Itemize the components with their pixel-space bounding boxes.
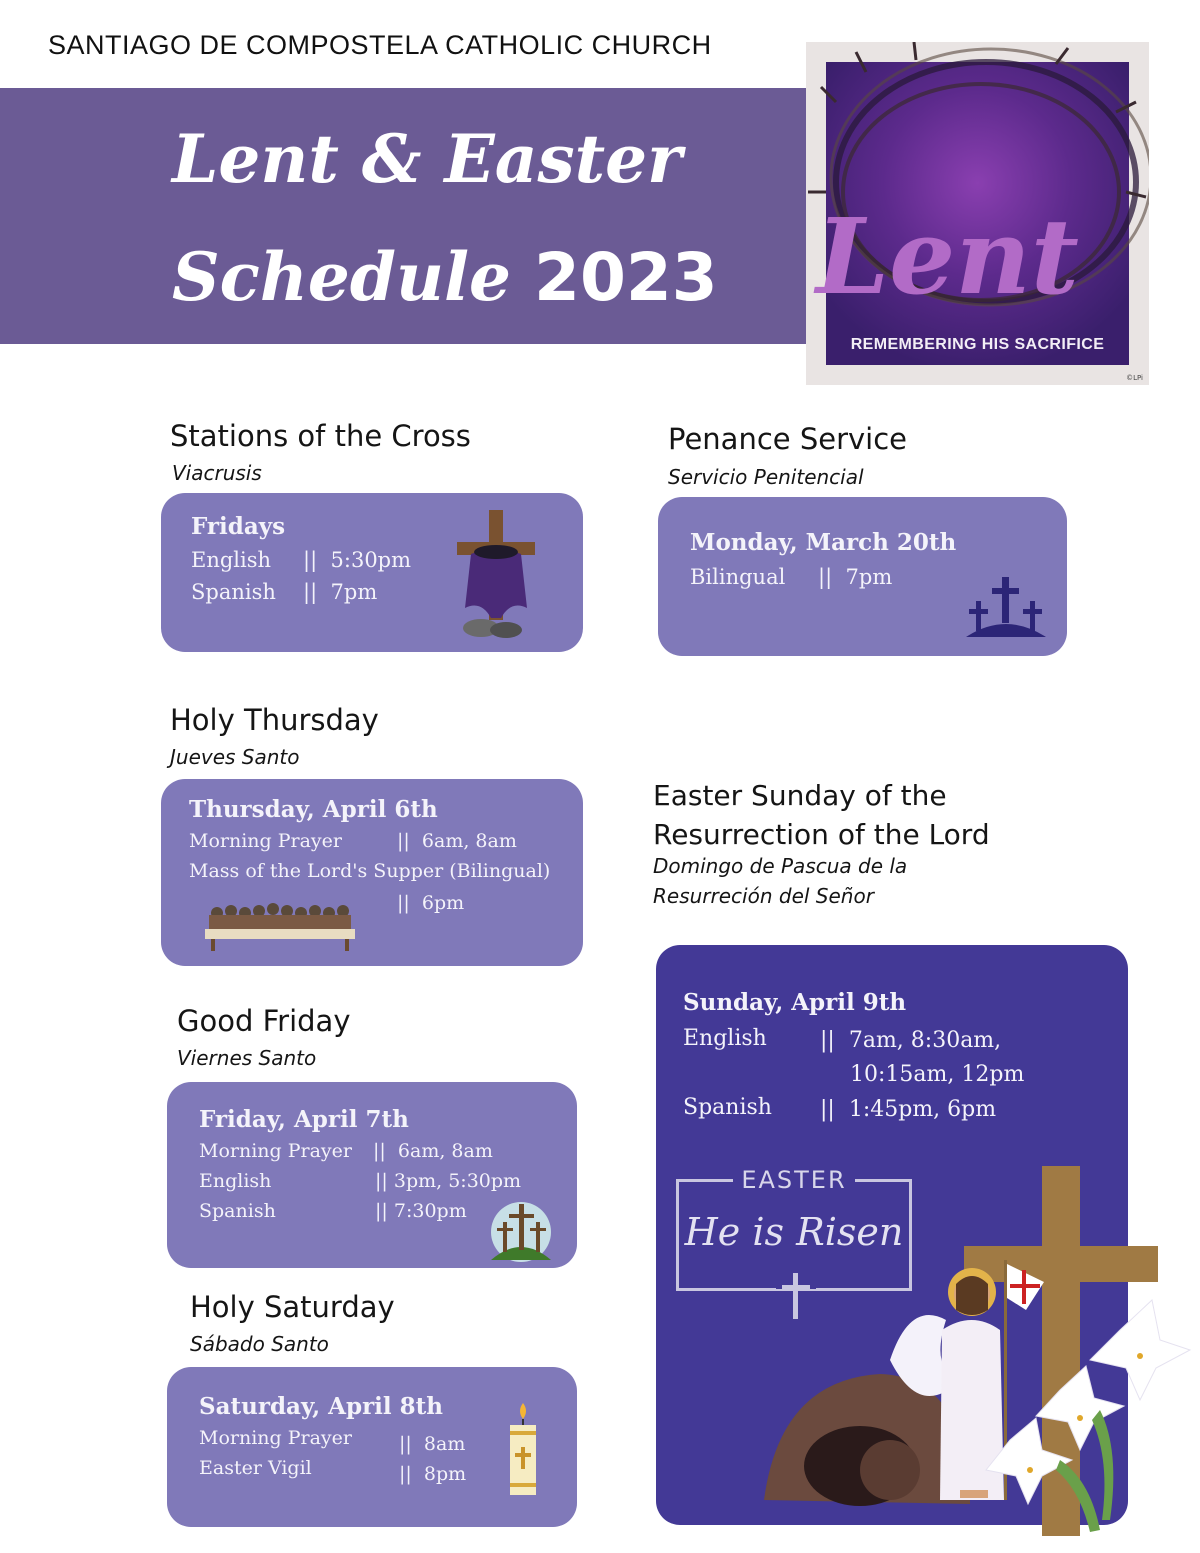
holy-thursday-subtitle: Jueves Santo — [170, 745, 300, 769]
page-title-year: 2023 — [534, 239, 718, 316]
stations-row-spanish — [191, 580, 276, 604]
holy-saturday-subtitle: Sábado Santo — [190, 1332, 329, 1356]
row-separator: || — [820, 1028, 835, 1053]
cross-with-purple-cloth-icon — [451, 508, 541, 638]
row-separator: || — [399, 1463, 412, 1485]
good-friday-row-morning-time — [373, 1140, 493, 1162]
easter-row-spanish: Spanish — [683, 1095, 772, 1120]
easter-title-line2: Resurrection of the Lord — [653, 818, 990, 851]
three-crosses-on-hill-icon — [964, 573, 1048, 639]
row-separator: || — [397, 830, 410, 852]
row-time: 1:45pm, 6pm — [848, 1097, 997, 1122]
row-separator: || — [399, 1433, 412, 1455]
he-is-risen-text: He is Risen — [684, 1210, 904, 1254]
good-friday-title: Good Friday — [177, 1004, 351, 1038]
row-time: 6pm — [421, 892, 465, 914]
row-separator: || — [373, 1140, 386, 1162]
row-time: 3pm, 5:30pm — [393, 1170, 522, 1192]
penance-title: Penance Service — [668, 422, 908, 456]
row-label: Morning Prayer — [189, 830, 342, 852]
penance-subtitle: Servicio Penitencial — [668, 465, 864, 489]
row-time: 8pm — [423, 1463, 467, 1485]
stations-subtitle: Viacrusis — [172, 461, 262, 485]
easter-row-english-times-2: 10:15am, 12pm — [850, 1062, 1025, 1087]
row-separator: || — [397, 892, 410, 914]
row-label: English — [191, 548, 272, 572]
good-friday-row-morning — [199, 1140, 352, 1162]
easter-title-line1: Easter Sunday of the — [653, 779, 947, 812]
row-separator: || — [375, 1170, 388, 1192]
easter-row-spanish-times — [820, 1097, 996, 1122]
holy-saturday-day: Saturday, April 8th — [199, 1393, 444, 1420]
row-time: 7am, 8:30am, — [848, 1028, 1002, 1053]
holy-thursday-row-morning — [189, 830, 342, 852]
row-label: Morning Prayer — [199, 1140, 352, 1162]
stations-row-english — [191, 548, 271, 572]
lent-credit: ©LPi — [1126, 374, 1143, 382]
easter-subtitle-line1: Domingo de Pascua de la — [653, 854, 908, 878]
page-title — [172, 100, 718, 337]
row-separator: || — [303, 580, 318, 604]
lent-tagline: REMEMBERING HIS SACRIFICE — [850, 336, 1105, 353]
stations-card — [161, 493, 583, 652]
holy-saturday-row-morning-time — [399, 1433, 465, 1455]
holy-saturday-row-vigil-time — [399, 1463, 466, 1485]
holy-thursday-card — [161, 779, 583, 966]
easter-row-english-times — [820, 1028, 1001, 1053]
good-friday-subtitle: Viernes Santo — [177, 1046, 317, 1070]
paschal-candle-icon — [503, 1401, 543, 1499]
good-friday-card — [167, 1082, 577, 1268]
row-label: Spanish — [199, 1200, 276, 1222]
row-separator: || — [820, 1097, 835, 1122]
row-label: English — [199, 1170, 272, 1192]
last-supper-icon — [205, 901, 355, 953]
good-friday-row-spanish — [199, 1200, 276, 1222]
row-label: Easter Vigil — [199, 1457, 312, 1479]
row-time: 6am, 8am — [421, 830, 517, 852]
easter-subtitle — [653, 851, 907, 911]
easter-row-english: English — [683, 1026, 767, 1051]
stations-row-english-time — [303, 548, 411, 572]
easter-title — [653, 776, 990, 854]
good-friday-row-spanish-time — [375, 1200, 467, 1222]
penance-row-bilingual — [690, 565, 785, 589]
row-separator: || — [818, 565, 833, 589]
holy-saturday-title: Holy Saturday — [190, 1290, 395, 1324]
calvary-crosses-icon — [489, 1194, 553, 1264]
risen-christ-empty-tomb-icon — [760, 1160, 1200, 1540]
holy-saturday-row-vigil — [199, 1457, 312, 1479]
lent-graphic — [806, 42, 1149, 385]
stations-row-spanish-time — [303, 580, 377, 604]
page-title-line1: Lent & Easter — [172, 120, 682, 198]
stations-title: Stations of the Cross — [170, 419, 471, 453]
holy-thursday-day: Thursday, April 6th — [189, 796, 438, 823]
holy-thursday-row-mass: Mass of the Lord's Supper (Bilingual) — [189, 860, 551, 882]
easter-subtitle-line2: Resurreción del Señor — [653, 884, 874, 908]
good-friday-day: Friday, April 7th — [199, 1106, 409, 1133]
row-separator: || — [303, 548, 318, 572]
row-time: 5:30pm — [330, 548, 412, 572]
penance-day: Monday, March 20th — [690, 529, 957, 556]
holy-thursday-row-mass-time — [397, 892, 464, 914]
holy-thursday-row-morning-time — [397, 830, 517, 852]
easter-label: EASTER — [733, 1166, 854, 1194]
good-friday-row-english-time — [375, 1170, 521, 1192]
row-time: 7pm — [845, 565, 893, 589]
easter-day: Sunday, April 9th — [683, 989, 907, 1016]
row-label: Morning Prayer — [199, 1427, 352, 1449]
row-separator: || — [375, 1200, 388, 1222]
row-label: Bilingual — [690, 565, 786, 589]
page-title-line2 — [172, 218, 718, 337]
row-time: 8am — [423, 1433, 466, 1455]
penance-card — [658, 497, 1067, 656]
page-title-schedule: Schedule — [172, 238, 512, 316]
church-name: SANTIAGO DE COMPOSTELA CATHOLIC CHURCH — [48, 30, 712, 60]
good-friday-row-english — [199, 1170, 271, 1192]
row-time: 7pm — [330, 580, 378, 604]
lent-word: Lent — [816, 195, 1079, 318]
row-time: 7:30pm — [393, 1200, 467, 1222]
row-time: 6am, 8am — [397, 1140, 493, 1162]
penance-row-bilingual-time — [818, 565, 892, 589]
row-label: Spanish — [191, 580, 276, 604]
stations-day: Fridays — [191, 513, 286, 540]
holy-thursday-title: Holy Thursday — [170, 703, 379, 737]
holy-saturday-row-morning — [199, 1427, 352, 1449]
holy-saturday-card — [167, 1367, 577, 1527]
